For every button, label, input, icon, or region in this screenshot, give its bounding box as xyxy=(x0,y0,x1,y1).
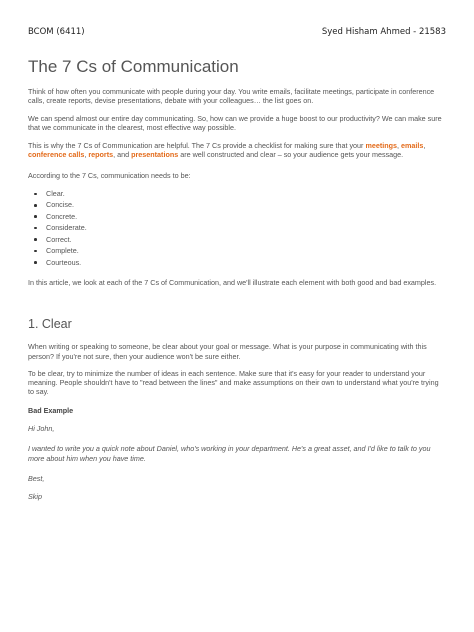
link-meetings[interactable]: meetings xyxy=(365,141,397,151)
intro-paragraph-2: We can spend almost our entire day communicating. So, how can we provide a huge boost to our productivity? We can make sure that we communicate in the clearest, most effective way possible. xyxy=(28,113,442,132)
link-reports[interactable]: reports xyxy=(88,150,114,160)
p3-sep-1: , xyxy=(397,141,401,151)
list-item: Complete. xyxy=(34,245,444,256)
list-item: Concrete. xyxy=(34,211,444,222)
list-item: Courteous. xyxy=(34,257,444,268)
p3-sep-3: , xyxy=(84,150,89,160)
list-item: Clear. xyxy=(34,188,444,199)
clear-paragraph-1: When writing or speaking to someone, be clear about your goal or message. What is your purpose in communicating with this person? If you're not sure, then your audience won't be sure either. xyxy=(28,342,427,361)
example-greeting: Hi John, xyxy=(28,424,55,433)
example-signature: Skip xyxy=(28,492,42,502)
p3-sep-2: , xyxy=(423,141,426,151)
p3-text-before: This is why the 7 Cs of Communication are helpful. The 7 Cs provide a checklist for making sure that your xyxy=(28,141,366,151)
course-code: BCOM (6411) xyxy=(28,27,85,37)
example-closing: Best, xyxy=(28,473,45,483)
section-heading-clear: 1. Clear xyxy=(28,317,72,332)
example-body: I wanted to write you a quick note about Daniel, who's working in your department. He's a great asset, and I'd like to talk to you more about him when you have time. xyxy=(28,444,431,463)
list-item: Correct. xyxy=(34,234,444,245)
intro-paragraph-1: Think of how often you communicate with people during your day. You write emails, facilitate meetings, participate in conference calls, create reports, devise presentations, debate with your colleagues… the list goes on. xyxy=(28,87,435,106)
article-title: The 7 Cs of Communication xyxy=(28,57,239,76)
list-item: Considerate. xyxy=(34,222,444,233)
p3-text-after: are well constructed and clear – so your audience gets your message. xyxy=(178,150,404,160)
link-presentations[interactable]: presentations xyxy=(131,150,179,160)
article-body xyxy=(28,56,444,501)
link-conference-calls[interactable]: conference calls xyxy=(28,150,85,160)
page-header xyxy=(28,27,446,37)
intro-paragraph-3 xyxy=(28,141,444,160)
seven-cs-list xyxy=(28,188,444,268)
clear-paragraph-2: To be clear, try to minimize the number of ideas in each sentence. Make sure that it's easy for your reader to understand your meaning. People shouldn't have to "read between the lines" and make assumptions on their own to understand what you're trying to say. xyxy=(28,368,439,397)
list-item: Concise. xyxy=(34,199,444,210)
intro-paragraph-4: According to the 7 Cs, communication needs to be: xyxy=(28,170,191,180)
author-name: Syed Hisham Ahmed - 21583 xyxy=(321,27,446,37)
link-emails[interactable]: emails xyxy=(401,141,424,151)
p3-sep-4: , and xyxy=(113,150,132,160)
article-intro-paragraph: In this article, we look at each of the 7 Cs of Communication, and we'll illustrate each element with both good and bad examples. xyxy=(28,277,437,287)
bad-example-label: Bad Example xyxy=(28,405,74,415)
